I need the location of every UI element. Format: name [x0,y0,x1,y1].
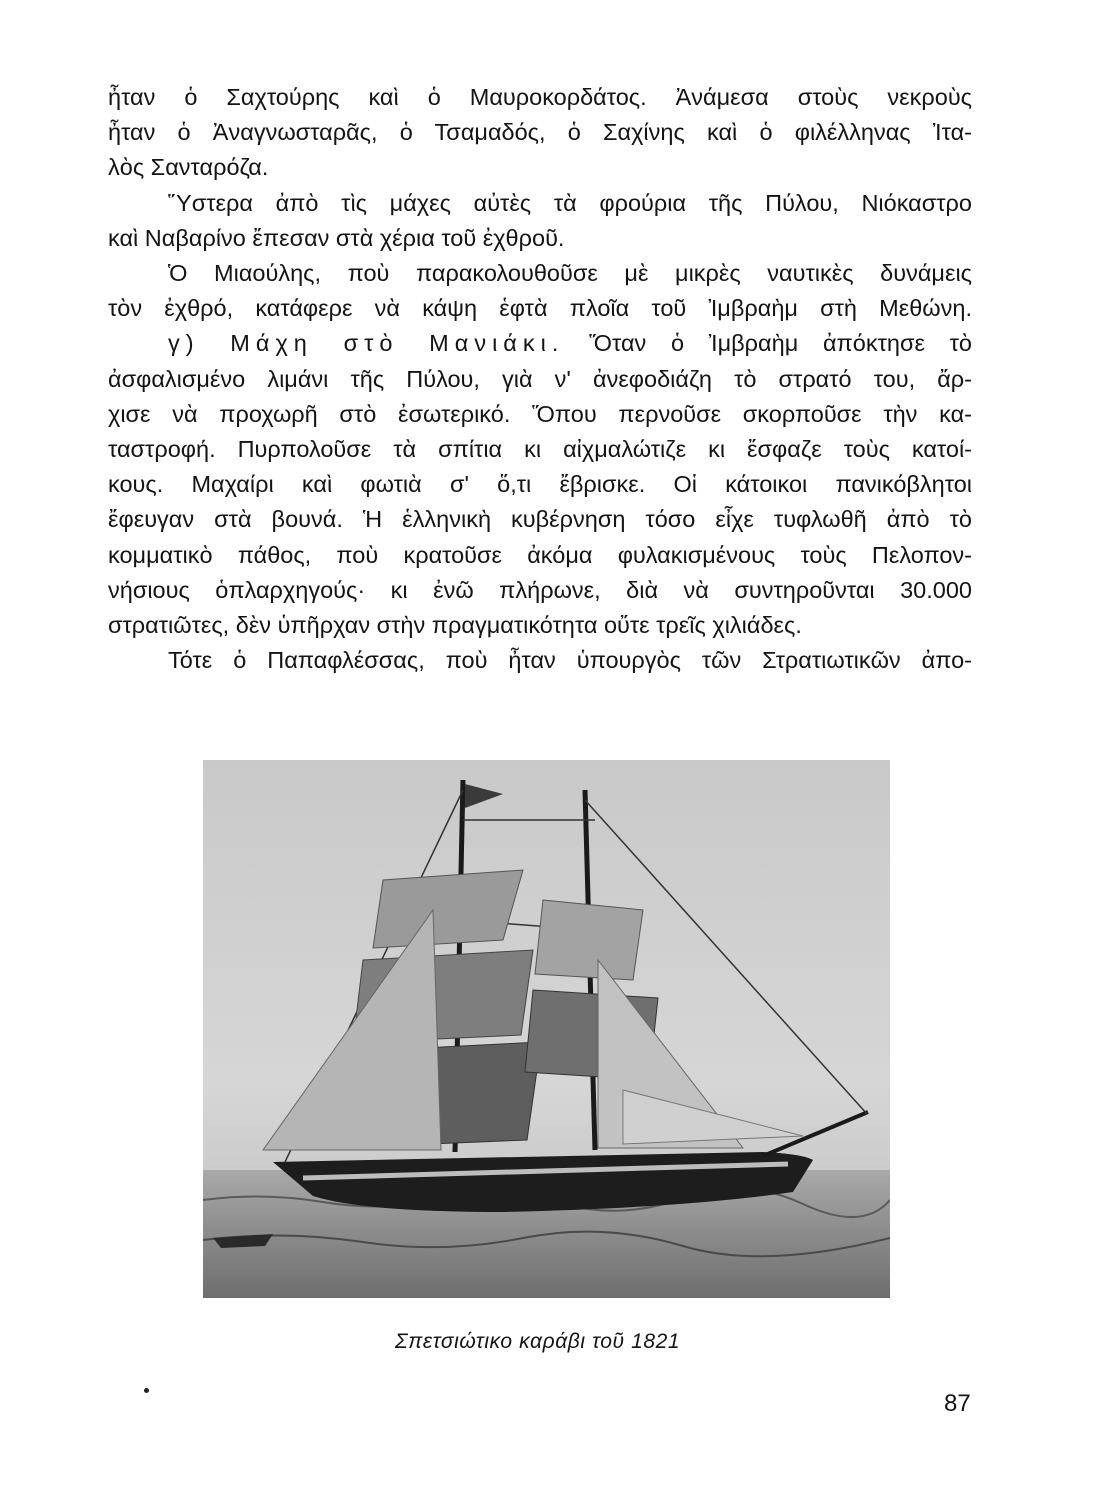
ship-illustration [203,760,890,1298]
figure-caption: Σπετσιώτικο καράβι τοῦ 1821 [395,1330,681,1353]
text-line: ἀσφαλισμένο λιμάνι τῆς Πύλου, γιὰ ν' ἀνεφοδιάζη τὸ στρατό του, ἄρ- [108,365,972,392]
text-line: ἔφευγαν στὰ βουνά. Ἡ ἑλληνικὴ κυβέρνηση τόσο εἶχε τυφλωθῆ ἀπὸ τὸ [108,506,972,533]
sail [373,870,523,948]
text-line: τὸν ἐχθρό, κατάφερε νὰ κάψη ἑφτὰ πλοῖα τοῦ Ἰμβραὴμ στὴ Μεθώνη. [108,295,972,322]
text-line: στρατιῶτες, δὲν ὑπῆρχαν στὴν πραγματικότητα οὔτε τρεῖς χιλιάδες. [108,612,802,639]
text-line: κομματικὸ πάθος, ποὺ κρατοῦσε ἀκόμα φυλακισμένους τοὺς Πελοπον- [108,541,972,568]
sail [535,900,643,980]
text-line: κους. Μαχαίρι καὶ φωτιὰ σ' ὅ,τι ἔβρισκε. Οἱ κάτοικοι πανικόβλητοι [108,471,972,498]
text-line: Ὁ Μιαούλης, ποὺ παρακολουθοῦσε μὲ μικρὲς ναυτικὲς δυνάμεις [168,260,972,287]
page-number: 87 [944,1390,971,1417]
text-line: χισε νὰ προχωρῆ στὸ ἐσωτερικό. Ὅπου περνοῦσε σκορποῦσε τὴν κα- [108,400,972,427]
body-text [108,80,972,678]
text-line: Τότε ὁ Παπαφλέσσας, ποὺ ἦταν ὑπουργὸς τῶν Στρατιωτικῶν ἀπο- [168,647,972,674]
text-line: λὸς Σανταρόζα. [108,154,269,181]
section-first-line [108,326,972,361]
section-first-line-text: Ὅταν ὁ Ἰμβραὴμ ἀπόκτησε τὸ [589,330,972,357]
bullet-mark [144,1388,149,1393]
text-line: ἦταν ὁ Σαχτούρης καὶ ὁ Μαυροκορδάτος. Ἀνάμεσα στοὺς νεκροὺς [108,84,972,110]
ship-drawing [203,760,890,1298]
text-line: καὶ Ναβαρίνο ἔπεσαν στὰ χέρια τοῦ ἐχθροῦ. [108,224,565,251]
text-line: ταστροφή. Πυρπολοῦσε τὰ σπίτια κι αἰχμαλώτιζε κι ἔσφαζε τοὺς κατοί- [108,436,972,463]
section-heading: γ) Μάχη στὸ Μανιάκι. [168,330,565,357]
text-line: Ὕστερα ἀπὸ τὶς μάχες αὐτὲς τὰ φρούρια τῆς Πύλου, Νιόκαστρο [168,189,972,216]
text-line: ἦταν ὁ Ἀναγνωσταρᾶς, ὁ Τσαμαδός, ὁ Σαχίνης καὶ ὁ φιλέλληνας Ἰτα- [108,119,972,146]
text-line: νήσιους ὁπλαρχηγούς· κι ἐνῶ πλήρωνε, διὰ νὰ συντηροῦνται 30.000 [108,576,972,603]
